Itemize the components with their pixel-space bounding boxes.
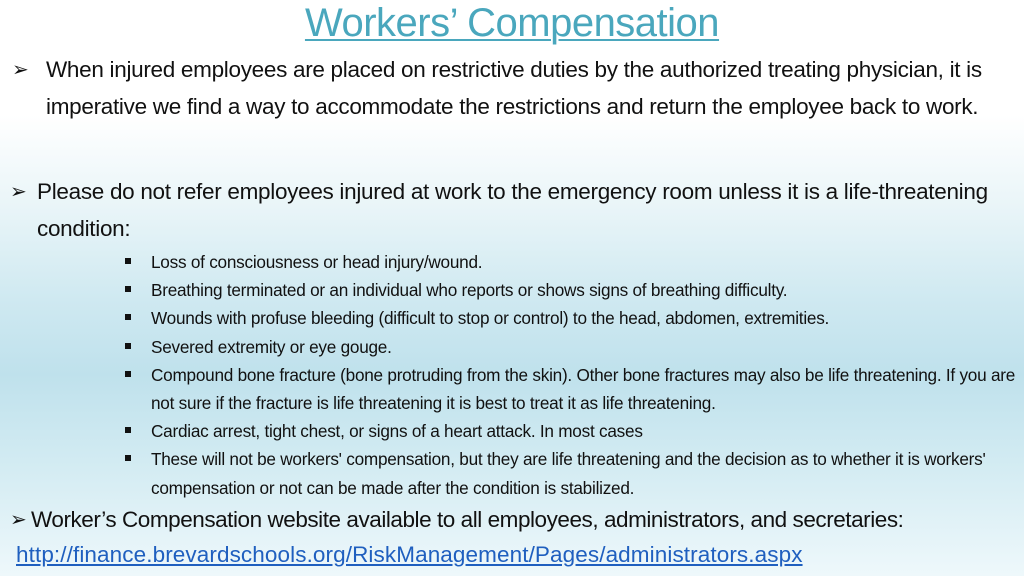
life-threatening-conditions-list: [122, 248, 1024, 502]
bullet-text: Please do not refer employees injured at work to the emergency room unless it is a life-threatening condition:: [37, 179, 988, 241]
list-item-text: Compound bone fracture (bone protruding from the skin). Other bone fractures may also be life threatening. If you are not sure if the fracture is life threatening it is best to treat it as life threatening.: [151, 364, 1016, 414]
list-item: [122, 333, 1024, 361]
list-item: [122, 445, 1024, 501]
bullet-website: [10, 502, 1024, 539]
list-item: [122, 417, 1024, 445]
square-bullet-icon: [122, 361, 151, 377]
square-bullet-icon: [122, 248, 151, 264]
square-bullet-icon: [122, 417, 151, 433]
list-item-text: Severed extremity or eye gouge.: [151, 336, 392, 357]
list-item: [122, 304, 1024, 332]
bullet-text: When injured employees are placed on restrictive duties by the authorized treating physician, it is imperative we find a way to accommodate the restrictions and return the employee back to work.: [46, 57, 982, 119]
list-item-text: These will not be workers' compensation, but they are life threatening and the decision as to whether it is workers' compensation or not can be made after the condition is stabilized.: [151, 449, 986, 498]
list-item: [122, 276, 1024, 304]
list-item: [122, 248, 1024, 276]
square-bullet-icon: [122, 304, 151, 320]
arrow-bullet-icon: ➢: [10, 509, 27, 531]
website-text: Worker’s Compensation website available to all employees, administrators, and secretaries:: [31, 507, 904, 532]
risk-management-link[interactable]: http://finance.brevardschools.org/RiskManagement/Pages/administrators.aspx: [16, 542, 803, 567]
arrow-bullet-icon: ➢: [10, 181, 27, 203]
bullet-restrictive-duties: [12, 52, 1017, 125]
square-bullet-icon: [122, 276, 151, 292]
slide-title: Workers’ Compensation: [304, 1, 720, 45]
list-item-text: Cardiac arrest, tight chest, or signs of a heart attack. In most cases: [151, 421, 643, 442]
arrow-bullet-icon: ➢: [12, 59, 29, 81]
square-bullet-icon: [122, 445, 151, 461]
bullet-emergency-room: [10, 174, 1020, 247]
list-item: [122, 361, 1024, 417]
list-item-text: Loss of consciousness or head injury/wound.: [151, 252, 483, 272]
list-item-text: Wounds with profuse bleeding (difficult to stop or control) to the head, abdomen, extremities.: [151, 308, 830, 329]
list-item-text: Breathing terminated or an individual who reports or shows signs of breathing difficulty.: [151, 280, 788, 301]
square-bullet-icon: [122, 333, 151, 349]
